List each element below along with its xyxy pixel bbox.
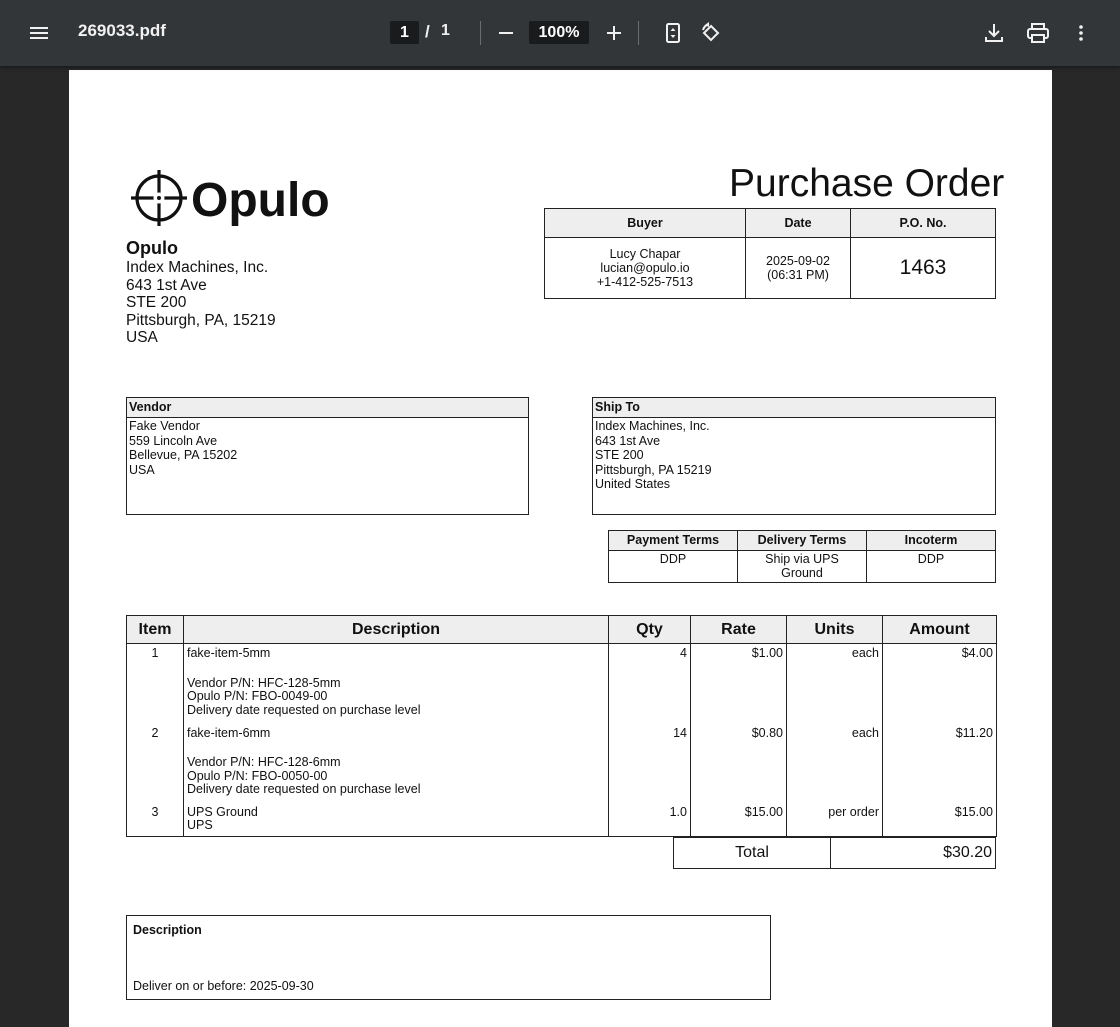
col-header-amount: Amount xyxy=(883,616,997,644)
time-value: (06:31 PM) xyxy=(767,268,829,282)
header-po-no: P.O. No. xyxy=(851,209,996,238)
hamburger-menu-icon[interactable] xyxy=(22,17,56,49)
terms-table xyxy=(608,530,996,583)
item-detail: Delivery date requested on purchase level xyxy=(187,782,421,796)
item-amount: $11.20 xyxy=(883,724,997,803)
vendor-box xyxy=(126,397,529,515)
total-table xyxy=(673,837,996,869)
delivery-terms-value xyxy=(738,551,867,583)
vendor-line: Fake Vendor xyxy=(129,419,200,433)
header-date: Date xyxy=(746,209,851,238)
col-header-description: Description xyxy=(184,616,609,644)
company-address xyxy=(126,238,276,347)
buyer-phone: +1-412-525-7513 xyxy=(596,275,694,289)
item-rate: $15.00 xyxy=(691,803,787,837)
item-description xyxy=(184,644,609,724)
ship-to-line: Index Machines, Inc. xyxy=(595,419,710,433)
po-number: 1463 xyxy=(851,238,996,299)
header-payment-terms: Payment Terms xyxy=(609,531,738,551)
item-number: 1 xyxy=(127,644,184,724)
total-label: Total xyxy=(674,838,831,869)
pdf-toolbar xyxy=(0,0,1120,66)
incoterm-value: DDP xyxy=(867,551,996,583)
buyer-email: lucian@opulo.io xyxy=(600,261,690,275)
item-rate: $1.00 xyxy=(691,644,787,724)
item-qty: 1.0 xyxy=(609,803,691,837)
item-name: UPS Ground xyxy=(187,804,258,819)
col-header-units: Units xyxy=(787,616,883,644)
col-header-rate: Rate xyxy=(691,616,787,644)
svg-text:Opulo: Opulo xyxy=(191,174,330,227)
item-units: per order xyxy=(787,803,883,837)
description-text: Deliver on or before: 2025-09-30 xyxy=(133,979,314,993)
vendor-title: Vendor xyxy=(127,398,528,418)
item-detail: UPS xyxy=(187,818,213,832)
print-icon[interactable] xyxy=(1022,17,1054,49)
vendor-line: USA xyxy=(129,462,155,477)
vendor-line: Bellevue, PA 15202 xyxy=(129,448,238,462)
item-detail: Vendor P/N: HFC-128-6mm xyxy=(187,755,341,769)
table-row xyxy=(127,644,997,724)
item-units: each xyxy=(787,644,883,724)
ship-to-box xyxy=(592,397,996,515)
delivery-terms-line: Ship via UPS xyxy=(765,552,839,566)
page-total: 1 xyxy=(441,22,450,39)
file-name: 269033.pdf xyxy=(78,21,166,40)
item-description xyxy=(184,803,609,837)
item-detail: Delivery date requested on purchase level xyxy=(187,702,421,717)
company-line: 643 1st Ave xyxy=(126,276,207,294)
toolbar-divider xyxy=(480,21,481,45)
ship-to-title: Ship To xyxy=(593,398,995,418)
minus-icon[interactable] xyxy=(492,17,520,49)
description-box xyxy=(126,915,771,1000)
description-title: Description xyxy=(133,923,202,937)
page-separator: / xyxy=(425,22,430,41)
item-number: 3 xyxy=(127,803,184,837)
date-value: 2025-09-02 xyxy=(766,254,830,268)
ship-to-line: STE 200 xyxy=(595,448,644,462)
download-icon[interactable] xyxy=(979,17,1009,49)
fit-to-page-icon[interactable] xyxy=(659,17,687,49)
header-delivery-terms: Delivery Terms xyxy=(738,531,867,551)
item-description xyxy=(184,724,609,803)
item-detail: Opulo P/N: FBO-0049-00 xyxy=(187,689,328,703)
ship-to-line: 643 1st Ave xyxy=(595,433,661,448)
po-header-table xyxy=(544,208,996,299)
page-number-input[interactable] xyxy=(390,21,419,44)
delivery-terms-line: Ground xyxy=(781,565,823,580)
pdf-page xyxy=(69,70,1052,1027)
payment-terms-value: DDP xyxy=(609,551,738,583)
table-row xyxy=(127,724,997,803)
item-qty: 4 xyxy=(609,644,691,724)
document-title: Purchase Order xyxy=(729,162,1005,205)
ship-to-line: Pittsburgh, PA 15219 xyxy=(595,462,712,477)
buyer-cell xyxy=(545,238,746,299)
item-amount: $4.00 xyxy=(883,644,997,724)
ship-to-line: United States xyxy=(595,477,671,491)
zoom-level[interactable]: 100% xyxy=(529,21,589,44)
item-detail: Opulo P/N: FBO-0050-00 xyxy=(187,768,328,783)
more-vert-icon[interactable] xyxy=(1068,17,1094,49)
opulo-logo xyxy=(131,168,331,232)
item-name: fake-item-6mm xyxy=(187,725,271,740)
rotate-icon[interactable] xyxy=(696,17,726,49)
vendor-line: 559 Lincoln Ave xyxy=(129,433,218,448)
item-amount: $15.00 xyxy=(883,803,997,837)
table-row xyxy=(127,803,997,837)
company-line: Index Machines, Inc. xyxy=(126,259,269,276)
item-units: each xyxy=(787,724,883,803)
date-cell xyxy=(746,238,851,299)
company-line: USA xyxy=(126,329,158,346)
item-rate: $0.80 xyxy=(691,724,787,803)
item-detail: Vendor P/N: HFC-128-5mm xyxy=(187,675,341,690)
company-line: Pittsburgh, PA, 15219 xyxy=(126,311,276,329)
company-line: STE 200 xyxy=(126,294,187,311)
header-buyer: Buyer xyxy=(545,209,746,238)
item-number: 2 xyxy=(127,724,184,803)
col-header-qty: Qty xyxy=(609,616,691,644)
buyer-name: Lucy Chapar xyxy=(609,247,681,261)
plus-icon[interactable] xyxy=(600,17,628,49)
item-qty: 14 xyxy=(609,724,691,803)
header-incoterm: Incoterm xyxy=(867,531,996,551)
total-value: $30.20 xyxy=(831,838,996,869)
toolbar-divider xyxy=(638,21,639,45)
line-items-table xyxy=(126,615,997,837)
item-name: fake-item-5mm xyxy=(187,646,271,660)
company-name: Opulo xyxy=(126,238,178,258)
col-header-item: Item xyxy=(127,616,184,644)
